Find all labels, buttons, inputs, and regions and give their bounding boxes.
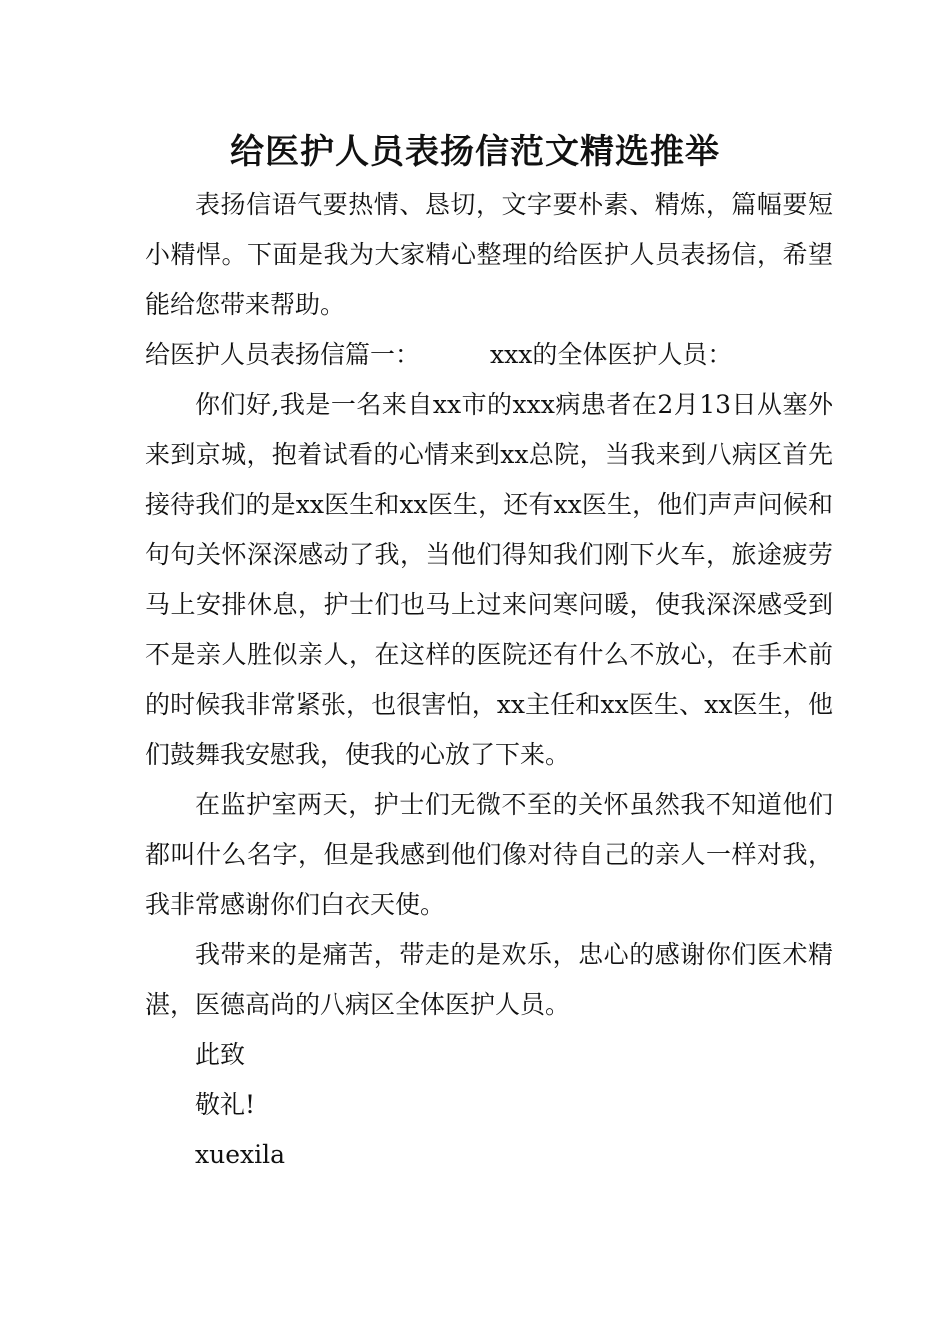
signature: xuexila — [195, 1140, 285, 1169]
recipient-line: xxx的全体医护人员： — [490, 340, 733, 369]
letter-paragraph-3: 我带来的是痛苦，带走的是欢乐，忠心的感谢你们医术精湛，医德高尚的八病区全体医护人员。 — [145, 940, 833, 1019]
section-label: 给医护人员表扬信篇一： — [145, 340, 421, 369]
document-title: 给医护人员表扬信范文精选推举 — [230, 132, 720, 172]
document-body — [145, 180, 833, 1180]
intro-paragraph: 表扬信语气要热情、恳切，文字要朴素、精炼，篇幅要短小精悍。下面是我为大家精心整理的给医护人员表扬信，希望能给您带来帮助。 — [145, 190, 833, 319]
section-heading — [145, 330, 833, 380]
letter-paragraph-2: 在监护室两天，护士们无微不至的关怀虽然我不知道他们都叫什么名字，但是我感到他们像对待自己的亲人一样对我，我非常感谢你们白衣天使。 — [145, 790, 833, 919]
closing-salutation: 此致 — [195, 1040, 246, 1069]
closing-regards: 敬礼! — [195, 1090, 256, 1119]
letter-paragraph-1: 你们好,我是一名来自xx市的xxx病患者在2月13日从塞外来到京城，抱着试看的心情来到xx总院，当我来到八病区首先接待我们的是xx医生和xx医生，还有xx医生，他们声声问候和句句关怀深深感动了我，当他们得知我们刚下火车，旅途疲劳马上安排休息，护士们也马上过来问寒问暖，使我深深感受到不是亲人胜似亲人，在这样的医院还有什么不放心，在手术前的时候我非常紧张，也很害怕，xx主任和xx医生、xx医生，他们鼓舞我安慰我，使我的心放了下来。 — [145, 390, 833, 769]
